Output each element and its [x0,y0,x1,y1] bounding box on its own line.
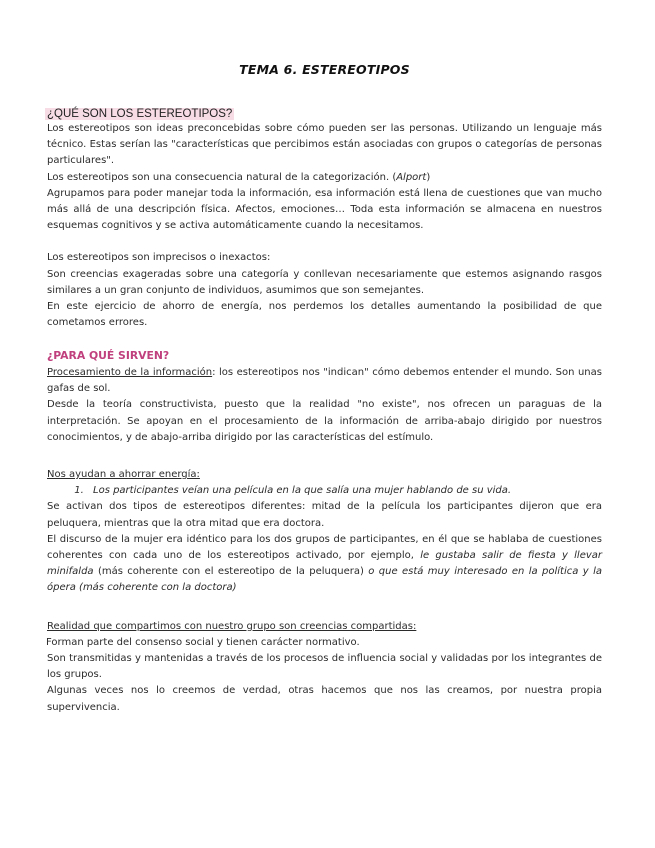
list-item: 1. Los participantes veían una película en la que salía una mujer hablando de su vida. [87,483,602,499]
section-what-for [47,348,602,446]
subheading-imprecise: Los estereotipos son imprecisos o inexactos: [47,252,271,264]
paragraph: Se activan dos tipos de estereotipos diferentes: mitad de la película los participantes dijeron que era peluquera, mientras que la otra mitad que era doctora. [47,501,602,529]
paragraph-text: El discurso de la mujer era idéntico para los dos grupos de participantes, en él que se hablaba de cuestiones coherentes con cada uno de los estereotipos activado, por ejemplo, [47,533,602,561]
numbered-list [47,483,602,499]
paragraph: En este ejercicio de ahorro de energía, nos perdemos los detalles aumentando la posibilidad de que cometamos errores. [47,301,602,329]
paragraph: Agrupamos para poder manejar toda la información, esa información está llena de cuestiones que van mucho más allá de una descripción física. Afectos, emociones… Toda esta información se almacena en nuestros esquemas cognitivos y se activa automáticamente cuando la necesitamos. [47,187,602,232]
paragraph [47,170,602,186]
paragraph: Forman parte del consenso social y tienen carácter normativo. [46,636,360,648]
paragraph-text: (más coherente con el estereotipo de la peluquera) [93,566,369,578]
paragraph-text: Los estereotipos son una consecuencia natural de la categorización. ( [47,171,397,183]
paragraph: Los estereotipos son ideas preconcebidas sobre cómo pueden ser las personas. Utilizando un lenguaje más técnico. Estas serían las "características que percibimos están asociadas con grupos o categorías de personas particulares". [47,123,602,167]
section-heading-what: ¿QUÉ SON LOS ESTEREOTIPOS? [47,108,233,120]
paragraph-text: ) [426,171,431,183]
paragraph [47,365,602,397]
paragraph: Desde la teoría constructivista, puesto que la realidad "no existe", nos ofrecen un paraguas de la interpretación. Se apoyan en el procesamiento de la información de arriba-abajo dirigido por nuestros conocimientos, y de abajo-arriba dirigido por las características del estímulo. [47,399,602,443]
info-processing-label: Procesamiento de la información [47,366,213,378]
paragraph: Son creencias exageradas sobre una categoría y conllevan necesariamente que estemos asignando rasgos similares a un gran conjunto de individuos, asumimos que son semejantes. [47,268,602,296]
subheading-shared-beliefs: Realidad que compartimos con nuestro grupo son creencias compartidas: [47,620,417,632]
paragraph: Algunas veces nos lo creemos de verdad, otras hacemos que nos las creamos, por nuestra propia supervivencia. [47,685,602,713]
author-citation: Alport [396,171,427,183]
paragraph [47,532,602,597]
section-imprecise [47,250,602,331]
paragraph-text: : los estereotipos nos "indican" cómo debemos entender el mundo. Son unas gafas de sol. [47,366,602,395]
paragraph: Son transmitidas y mantenidas a través de los procesos de influencia social y validadas por los integrantes de los grupos. [47,652,602,681]
document-page [47,62,602,716]
subheading-save-energy: Nos ayudan a ahorrar energía: [47,468,200,480]
example-italic: le gustaba salir de fiesta y llevar minifalda [47,549,603,578]
section-save-energy [47,462,602,597]
example-italic: o que está muy interesado en la política y la ópera (más coherente con la doctora) [47,566,602,594]
section-what-are-stereotypes [47,102,602,234]
section-heading-what-for: ¿PARA QUÉ SIRVEN? [47,349,170,363]
page-title: TEMA 6. ESTEREOTIPOS [239,62,410,77]
section-shared-beliefs [47,614,602,716]
